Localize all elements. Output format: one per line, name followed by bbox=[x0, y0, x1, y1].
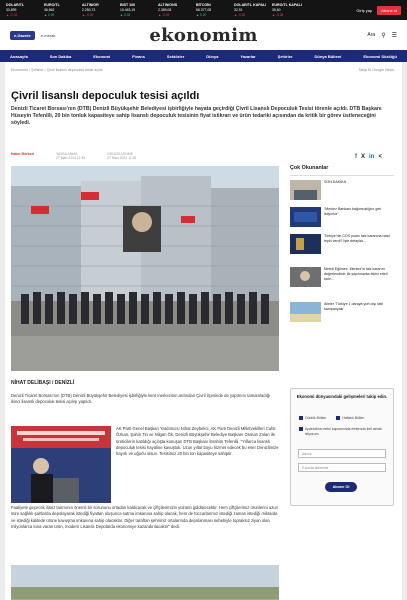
facebook-icon[interactable]: f bbox=[355, 154, 357, 160]
ticker-name: DOLAR/TL bbox=[6, 2, 25, 7]
name-field[interactable]: Adınız bbox=[298, 449, 386, 458]
ticker-value: 33,899 bbox=[6, 7, 17, 12]
ticker-item[interactable] bbox=[158, 3, 190, 18]
article-paragraph: Denizli Ticaret Borsası’nın (DTB) Denizli Büyükşehir Belediyesi işbirliğiyle kent merkezinin ardından Çivril ilçesinde de yapımını tamamladığı ikinci lisanslı depoculuk tesisi açılışı yapıldı. bbox=[11, 393, 271, 405]
ticker-value: 10.463,19 bbox=[120, 7, 136, 12]
checkbox-checked bbox=[336, 416, 340, 420]
divider bbox=[290, 175, 394, 176]
search-link[interactable]: Ara bbox=[367, 32, 376, 38]
ticker-name: DOLAR/TL KAPALI bbox=[234, 2, 267, 7]
share-icon[interactable]: < bbox=[378, 154, 382, 160]
published-date: 27 Mart 2024 11:35 bbox=[56, 156, 86, 160]
list-item[interactable] bbox=[290, 267, 394, 287]
ticker-item[interactable] bbox=[120, 3, 152, 18]
ticker-change: ▲ -0,02 bbox=[158, 12, 170, 17]
checkbox-checked bbox=[299, 427, 303, 431]
daily-bulletin-label: Günlük Bülten bbox=[305, 416, 327, 420]
e-merak-link[interactable]: e-merak bbox=[40, 32, 56, 38]
news-thumbnail bbox=[290, 234, 321, 254]
ticker-value: 2.389,08 bbox=[158, 7, 172, 12]
ticker-value: 36,662 bbox=[44, 7, 55, 12]
ticker-item[interactable] bbox=[44, 3, 76, 18]
list-item[interactable] bbox=[290, 207, 394, 227]
ticker-change: ▲ 0,09 bbox=[44, 12, 55, 17]
site-header bbox=[0, 20, 407, 50]
list-item[interactable] bbox=[290, 180, 394, 200]
ticker-change: ▲ -0,02 bbox=[6, 12, 18, 17]
share-bar bbox=[355, 154, 382, 160]
search-icon[interactable]: ⚲ bbox=[381, 32, 386, 39]
nav-item[interactable]: Dünya bbox=[206, 53, 219, 59]
consent-label: Aydınlatma metni kapsamında elektronik ileti almak istiyorum. bbox=[304, 427, 382, 436]
ticker-item[interactable] bbox=[82, 3, 114, 18]
inset-photo bbox=[11, 426, 111, 503]
google-news-follow[interactable]: Takip Et Google News bbox=[358, 68, 394, 72]
article-byline: NİHAT DELİBAŞI / DENİZLİ bbox=[11, 380, 75, 386]
article-paragraph: AK Parti Genel Başkan Yardımcısı Nihat Zeybekci, AK Parti Denizli Milletvekilleri Cahit Özkan, Şahin Tin ve Nilgün Ök, Denizli Büyükşehir Belediye Başkanı Osman Zolan ile üreticilerin katıldığı açılışta konuşan DTB Başkanı İbrahim Tefenlili, “Yıllarca lisanslı depoculuk tesisi hayaline kavuştuk. Uzun yıllar boyu hizmet edecek bu eser Denizlimize hayırlı ve uğurlu olsun. Tesisimiz 20 bin ton kapasiteye sahiptir. bbox=[116, 426, 279, 457]
news-title: “Merkez Bankası bağımsızlığını geri istiyoruz” bbox=[324, 207, 382, 216]
ticker-name: BİTCOİN bbox=[196, 2, 211, 7]
breadcrumb[interactable]: Ekonomim › Şehirler › Çivril lisanslı depoculuk tesisi açıldı bbox=[11, 68, 103, 72]
list-item[interactable] bbox=[290, 234, 394, 254]
nav-item[interactable]: Dünya Bülteni bbox=[314, 53, 342, 59]
article-title: Çivril lisanslı depoculuk tesisi açıldı bbox=[11, 90, 200, 102]
ticker-item[interactable] bbox=[234, 3, 266, 18]
news-thumbnail bbox=[290, 207, 321, 227]
article-spot: Denizli Ticaret Borsası’nın (DTB) Denizli Büyükşehir Belediyesi işbirliğiyle hayata geçirdiği Çivril Lisanslı Depoculuk Tesisi törenle açıldı. DTB Başkanı Hüseyin Tefenlili, 20 bin tonluk kapasiteye sahip lisanslı depoculuk tesisinin fiyat istikrarı ve ürün tedariki açısından da kritik bir görev üstleneceğini söyledi. bbox=[11, 106, 382, 126]
article-meta bbox=[11, 152, 136, 160]
updated-date: 27 Mart 2024 11:35 bbox=[107, 156, 137, 160]
news-title: Aileler ‘Türkiye 1 daraya yurt dışı tatil kampanyası’ bbox=[324, 302, 383, 311]
article-paragraph: Faaliyete geçecek ilimiz tarımının önemli bir sorununu ortadan kaldıracak ve çiftçilerimizin yüzünü güldürecektir. Hem çiftçilerimiz ürünlerini uzun süre sağlıklı şartlarda depolayarak istediği fiyattan oluşunca satma imkanına sahip olacak, hem de tüccarlarımız istediği zaman istediği miktarda ve istediği kalitede ürüne kavuşma imkanına sahip olacaklar. Diğer taraftan şehrimiz ortalarında depolanması sebebiyle topraksız ziyan olan milyonlarca tona varan ürün, modern Lisanslı Depolarda ekonomiye kazandırılacaktır” dedi. bbox=[11, 505, 278, 529]
ticker-name: EURO/TL KAPALI bbox=[272, 2, 302, 7]
nav-item[interactable]: Ekonomi Sözlüğü bbox=[363, 53, 397, 59]
e-gazete-button[interactable]: e-Gazete bbox=[10, 31, 35, 40]
daily-bulletin-checkbox[interactable] bbox=[299, 416, 326, 420]
ticker-item[interactable] bbox=[272, 3, 304, 18]
most-read-heading: Çok Okunanlar bbox=[290, 165, 329, 171]
news-title: Mehdi Eğilmez, Merkez’in faiz kararını değerlendirdi: İlk yapılmazsa etkisi erteli kalır... bbox=[324, 267, 388, 281]
ticker-item[interactable] bbox=[196, 3, 228, 18]
ticker-name: ALTIN/ONS bbox=[158, 2, 178, 7]
ticker-value: 2.250,73 bbox=[82, 7, 96, 12]
nav-item[interactable]: Yazarlar bbox=[240, 53, 256, 59]
newsletter-box bbox=[290, 388, 394, 506]
login-link[interactable]: Giriş yap bbox=[356, 7, 373, 13]
article-page bbox=[5, 62, 402, 600]
updated-label: GÜNCELLENME bbox=[107, 152, 133, 156]
market-ticker bbox=[0, 0, 407, 20]
menu-icon[interactable]: ☰ bbox=[391, 32, 397, 39]
subscribe-newsletter-button[interactable]: Abone Ol bbox=[325, 482, 357, 492]
subscribe-button[interactable]: Abone ol bbox=[377, 6, 401, 15]
aerial-photo bbox=[11, 565, 279, 600]
news-thumbnail bbox=[290, 267, 321, 287]
ticker-change: ▲ -0,02 bbox=[82, 12, 94, 17]
news-thumbnail bbox=[290, 180, 321, 200]
email-field[interactable]: E-posta adresiniz bbox=[298, 463, 386, 472]
news-title: SON DAKİKA bbox=[324, 180, 346, 184]
ticker-change: ▲ -0,52 bbox=[234, 12, 246, 17]
main-nav bbox=[0, 50, 407, 62]
news-title: Türkiye’nin CDS puanı faiz karanına nasıl tepki verdi? İşte detaylar... bbox=[324, 234, 391, 243]
author-name[interactable]: Haber Merkezi bbox=[11, 152, 34, 156]
x-icon[interactable]: X bbox=[361, 154, 366, 160]
consent-checkbox[interactable] bbox=[299, 427, 389, 437]
ticker-name: ALTIN/GR bbox=[82, 2, 99, 7]
nav-item[interactable]: Son Dakika bbox=[49, 53, 72, 59]
site-logo[interactable]: ekonomim bbox=[149, 24, 258, 46]
weekly-bulletin-label: Haftalık Bülten bbox=[342, 416, 365, 420]
published-label: YAYINLANMA bbox=[56, 152, 78, 156]
ticker-name: EURO/TL bbox=[44, 2, 60, 7]
hero-photo bbox=[11, 166, 279, 371]
newsletter-title: Ekonomi dünyasındaki gelişmeleri takip edin. bbox=[296, 394, 388, 399]
nav-item[interactable]: Sektörler bbox=[166, 53, 185, 59]
ticker-value: 32,91 bbox=[234, 7, 243, 12]
news-thumbnail bbox=[290, 302, 321, 322]
weekly-bulletin-checkbox[interactable] bbox=[336, 416, 364, 420]
linkedin-icon[interactable]: in bbox=[369, 154, 375, 160]
nav-item[interactable]: Ekonomi bbox=[93, 53, 111, 59]
ticker-change: ▲ 0,20 bbox=[196, 12, 207, 17]
nav-item[interactable]: Finans bbox=[132, 53, 145, 59]
nav-item[interactable]: Anasayfa bbox=[10, 53, 28, 59]
checkbox-checked bbox=[299, 416, 303, 420]
ticker-value: 68.377,08 bbox=[196, 7, 212, 12]
ticker-item[interactable] bbox=[6, 3, 38, 18]
ticker-change: ▲ 0,03 bbox=[120, 12, 131, 17]
ticker-change: ▲ -0,28 bbox=[272, 12, 284, 17]
ticker-value: 35,60 bbox=[272, 7, 281, 12]
ticker-name: BIST 100 bbox=[120, 2, 136, 7]
list-item[interactable] bbox=[290, 302, 394, 322]
nav-item[interactable]: Şehirler bbox=[277, 53, 293, 59]
